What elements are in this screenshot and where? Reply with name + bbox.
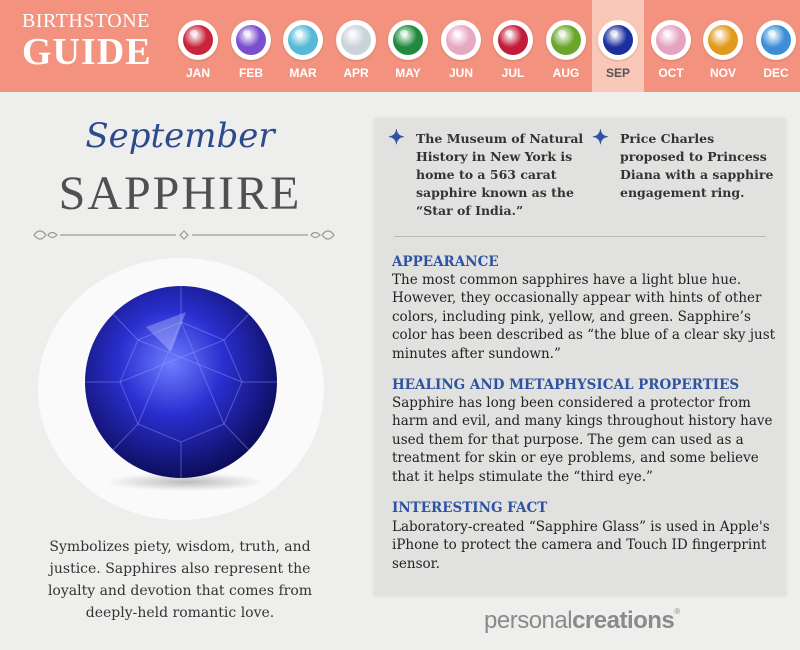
month-label: OCT: [658, 66, 684, 80]
logo-line2: GUIDE: [22, 31, 152, 73]
month-label: FEB: [239, 66, 263, 80]
gem-stone: [708, 25, 738, 55]
emerald-icon: [388, 20, 428, 60]
brand-part1: personal: [484, 607, 573, 634]
month-tab-mar[interactable]: [277, 0, 329, 92]
month-tab-apr[interactable]: [330, 0, 382, 92]
gem-stone: [288, 25, 318, 55]
month-tab-may[interactable]: [382, 0, 434, 92]
info-panel: [374, 118, 786, 596]
gem-shine: [505, 30, 513, 36]
stone-title: SAPPHIRE: [58, 167, 302, 220]
amethyst-icon: [231, 20, 271, 60]
tourmaline-icon: [651, 20, 691, 60]
gem-shine: [295, 30, 303, 36]
gem-stone: [603, 25, 633, 55]
gem-shine: [715, 30, 723, 36]
month-label: JUN: [448, 66, 473, 80]
fact-star-of-india: [388, 125, 586, 220]
month-tab-sep[interactable]: [592, 0, 644, 92]
gem-shine: [768, 30, 776, 36]
gem-stone: [498, 25, 528, 55]
gem-stone: [341, 25, 371, 55]
appearance-body: The most common sapphires have a light blue hue. However, they occasionally appear with hints of other colors, including pink, yellow, and green. Sapphire’s color has been described as “the blue of a clear sky just minutes after sundown.”: [392, 272, 776, 362]
star-icon: ✦: [592, 125, 609, 149]
month-tab-jun[interactable]: [435, 0, 487, 92]
blue-topaz-icon: [756, 20, 796, 60]
fact2-text: Price Charles proposed to Princess Diana with a sapphire engagement ring.: [620, 131, 774, 200]
month-label: JAN: [185, 66, 210, 80]
month-tab-feb[interactable]: [225, 0, 277, 92]
header-bar: [0, 0, 800, 92]
gem-stone: [183, 25, 213, 55]
gem-stone: [236, 25, 266, 55]
month-tab-jan[interactable]: [172, 0, 224, 92]
month-label: DEC: [763, 66, 789, 80]
logo-line1: BIRTHSTONE: [22, 10, 150, 32]
diamond-icon: [336, 20, 376, 60]
brand-part2: creations: [572, 607, 675, 634]
brand-trademark: ®: [674, 607, 680, 616]
gem-shine: [558, 30, 566, 36]
month-label: APR: [343, 66, 369, 80]
gem-shine: [243, 30, 251, 36]
gem-stone: [446, 25, 476, 55]
month-label: SEP: [605, 66, 630, 80]
topaz-icon: [703, 20, 743, 60]
month-tab-aug[interactable]: [540, 0, 592, 92]
month-label: JUL: [501, 66, 525, 80]
symbolizes-text: Symbolizes piety, wisdom, truth, and justice. Sapphires also represent the loyalty and devotion that comes from deeply-held romantic love.: [47, 539, 313, 621]
month-tab-jul[interactable]: [487, 0, 539, 92]
gem-shine: [400, 30, 408, 36]
interesting-fact-body: Laboratory-created “Sapphire Glass” is used in Apple's iPhone to protect the camera and Touch ID fingerprint sensor.: [392, 519, 770, 572]
month-tab-dec[interactable]: [750, 0, 800, 92]
gem-shine: [610, 30, 618, 36]
healing-heading: HEALING AND METAPHYSICAL PROPERTIES: [392, 377, 740, 393]
month-label: NOV: [709, 66, 736, 80]
peridot-icon: [546, 20, 586, 60]
personal-creations-logo[interactable]: [484, 607, 680, 635]
gem-stone: [656, 25, 686, 55]
fact-engagement-ring: [592, 125, 780, 202]
gem-shine: [190, 30, 198, 36]
sapphire-gem-icon: [76, 282, 286, 492]
ornament-divider: [28, 224, 340, 246]
pearl-icon: [441, 20, 481, 60]
panel-divider: [394, 236, 766, 237]
healing-body: Sapphire has long been considered a protector from harm and evil, and many kings throughout history have used them for that purpose. The gem can used as a treatment for skin or eye problems, and some believe that it helps stimulate the “third eye.”: [392, 395, 773, 485]
gem-shine: [348, 30, 356, 36]
month-label: AUG: [552, 66, 580, 80]
gem-stone: [393, 25, 423, 55]
gem-shine: [453, 30, 461, 36]
birthstone-guide-logo[interactable]: [22, 10, 152, 72]
gem-shine: [663, 30, 671, 36]
month-tab-nov[interactable]: [697, 0, 749, 92]
sapphire-icon: [598, 20, 638, 60]
ruby-icon: [493, 20, 533, 60]
aquamarine-icon: [283, 20, 323, 60]
garnet-icon: [178, 20, 218, 60]
month-label: MAR: [289, 66, 317, 80]
gem-stone: [551, 25, 581, 55]
star-icon: ✦: [388, 125, 405, 149]
month-title: September: [85, 116, 275, 156]
month-tab-oct[interactable]: [645, 0, 697, 92]
appearance-heading: APPEARANCE: [392, 254, 499, 270]
fact1-text: The Museum of Natural History in New York is home to a 563 carat sapphire known as the “Star of India.”: [416, 131, 584, 218]
gem-stone: [761, 25, 791, 55]
month-label: MAY: [395, 66, 421, 80]
month-nav: [172, 0, 800, 92]
interesting-fact-heading: INTERESTING FACT: [392, 500, 548, 516]
